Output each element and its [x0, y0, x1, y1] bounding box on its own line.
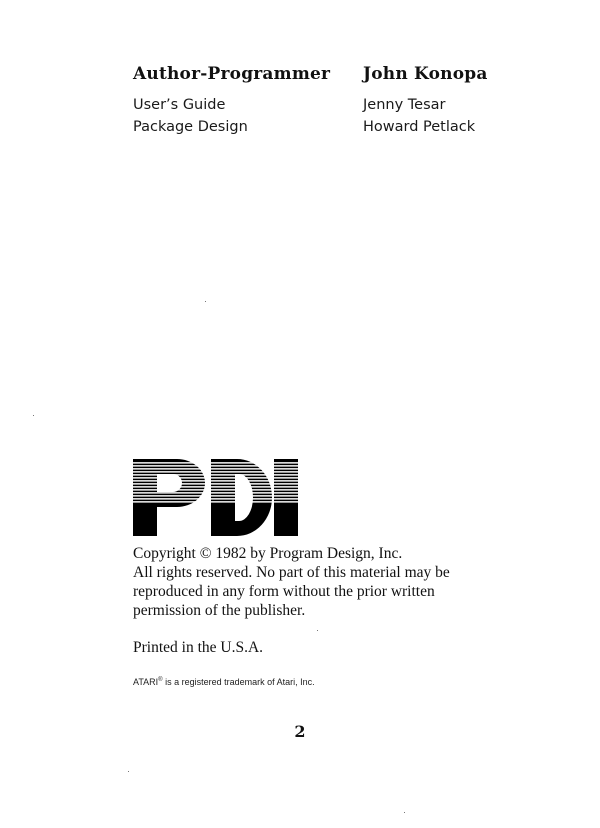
credits-block	[133, 64, 553, 141]
registered-mark: ®	[158, 677, 163, 683]
credit-role: Package Design	[133, 119, 248, 135]
credit-name-author-programmer: John Konopa	[363, 64, 488, 84]
credit-row-users-guide	[133, 97, 553, 119]
trademark-text: is a registered trademark of Atari, Inc.	[162, 677, 315, 687]
credit-role: User’s Guide	[133, 97, 226, 113]
pdi-logo	[133, 459, 298, 536]
copyright-line: Copyright © 1982 by Program Design, Inc.	[133, 545, 403, 562]
credit-role-author-programmer: Author-Programmer	[133, 64, 331, 84]
scan-speck	[205, 301, 206, 302]
printed-in-note: Printed in the U.S.A.	[133, 639, 264, 656]
scan-speck	[404, 812, 405, 813]
credit-name: Jenny Tesar	[363, 97, 446, 113]
credit-header-row	[133, 64, 553, 97]
page-number: 2	[294, 722, 306, 741]
credit-row-package-design	[133, 119, 553, 141]
credit-name: Howard Petlack	[363, 119, 476, 135]
scan-speck	[317, 630, 318, 631]
trademark-notice	[133, 677, 315, 687]
scan-speck	[128, 771, 129, 772]
copyright-notice	[133, 544, 553, 620]
copyright-line: All rights reserved. No part of this material may be	[133, 564, 450, 581]
copyright-line: reproduced in any form without the prior written	[133, 583, 435, 600]
copyright-line: permission of the publisher.	[133, 602, 306, 619]
scan-speck	[33, 415, 34, 416]
trademark-brand: ATARI	[133, 677, 159, 687]
